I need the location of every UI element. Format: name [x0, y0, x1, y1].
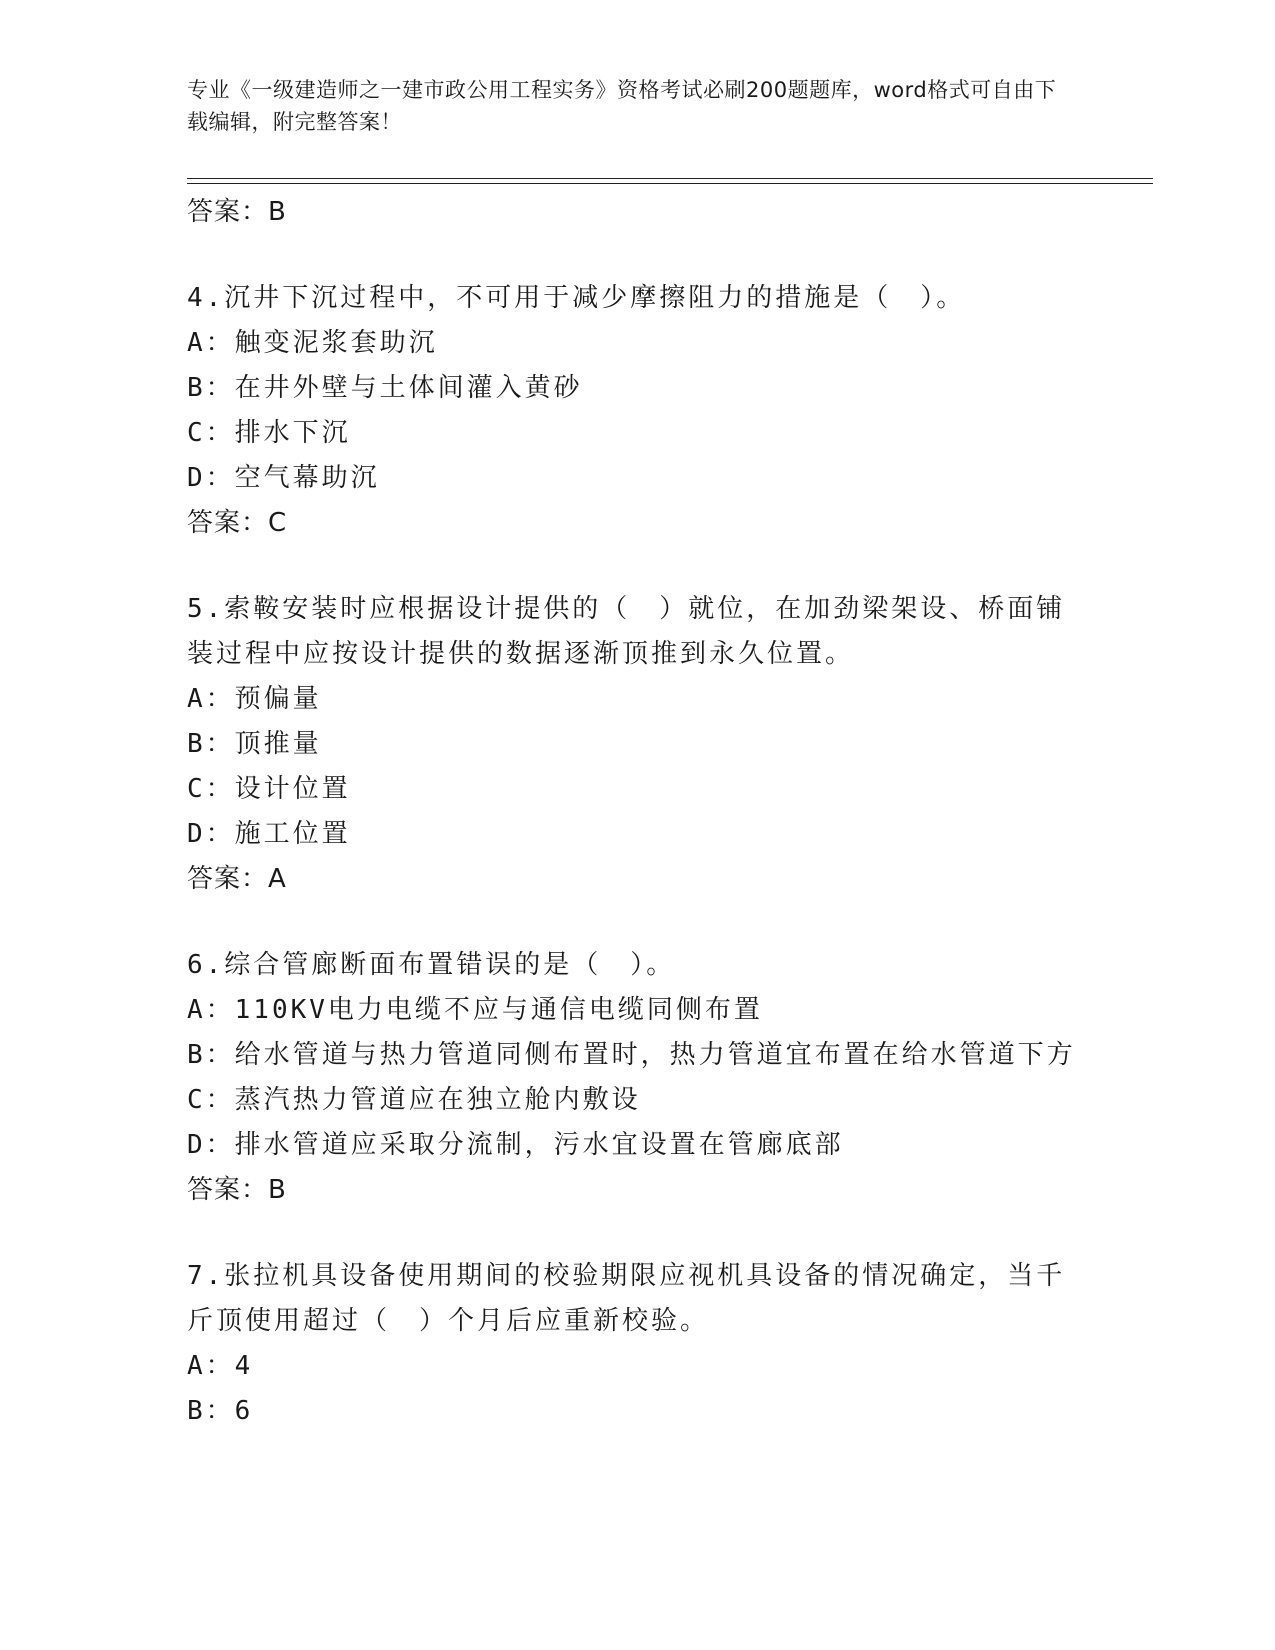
answer-label: 答案：B [187, 197, 287, 227]
option-c: C：设计位置 [187, 774, 351, 804]
option-b: B：给水管道与热力管道同侧布置时，热力管道宜布置在给水管道下方 [187, 1040, 1076, 1070]
question-4 [187, 276, 1087, 501]
option-a: A：110KV电力电缆不应与通信电缆同侧布置 [187, 995, 763, 1025]
question-stem: 7.张拉机具设备使用期间的校验期限应视机具设备的情况确定，当千斤顶使用超过（ ）个月后应重新校验。 [187, 1261, 1066, 1336]
option-d: D：施工位置 [187, 819, 351, 849]
answer-label: 答案：B [187, 1175, 287, 1205]
question-stem: 4.沉井下沉过程中，不可用于减少摩擦阻力的措施是（ ）。 [187, 283, 966, 313]
option-a: A：4 [187, 1351, 254, 1381]
option-b: B：6 [187, 1396, 254, 1426]
option-d: D：排水管道应采取分流制，污水宜设置在管廊底部 [187, 1130, 844, 1160]
option-a: A：触变泥浆套助沉 [187, 328, 438, 358]
question-6 [187, 943, 1087, 1168]
option-b: B：顶推量 [187, 729, 322, 759]
header-title: 专业《一级建造师之一建市政公用工程实务》资格考试必刷200题题库，word格式可自由下载编辑，附完整答案！ [187, 78, 1057, 134]
header-divider-top [187, 178, 1153, 179]
question-5 [187, 587, 1087, 857]
answer-label: 答案：A [187, 864, 287, 894]
question-stem: 6.综合管廊断面布置错误的是（ ）。 [187, 950, 676, 980]
question-7 [187, 1254, 1087, 1434]
question-list [187, 190, 1087, 1434]
option-c: C：排水下沉 [187, 418, 351, 448]
header-divider-bottom [187, 183, 1153, 184]
option-c: C：蒸汽热力管道应在独立舱内敷设 [187, 1085, 641, 1115]
answer-label: 答案：C [187, 508, 288, 538]
option-a: A：预偏量 [187, 684, 322, 714]
document-header [187, 74, 1067, 138]
question-stem: 5.索鞍安装时应根据设计提供的（ ）就位，在加劲梁架设、桥面铺装过程中应按设计提供的数据逐渐顶推到永久位置。 [187, 594, 1066, 669]
option-b: B：在井外壁与土体间灌入黄砂 [187, 373, 583, 403]
option-d: D：空气幕助沉 [187, 463, 380, 493]
